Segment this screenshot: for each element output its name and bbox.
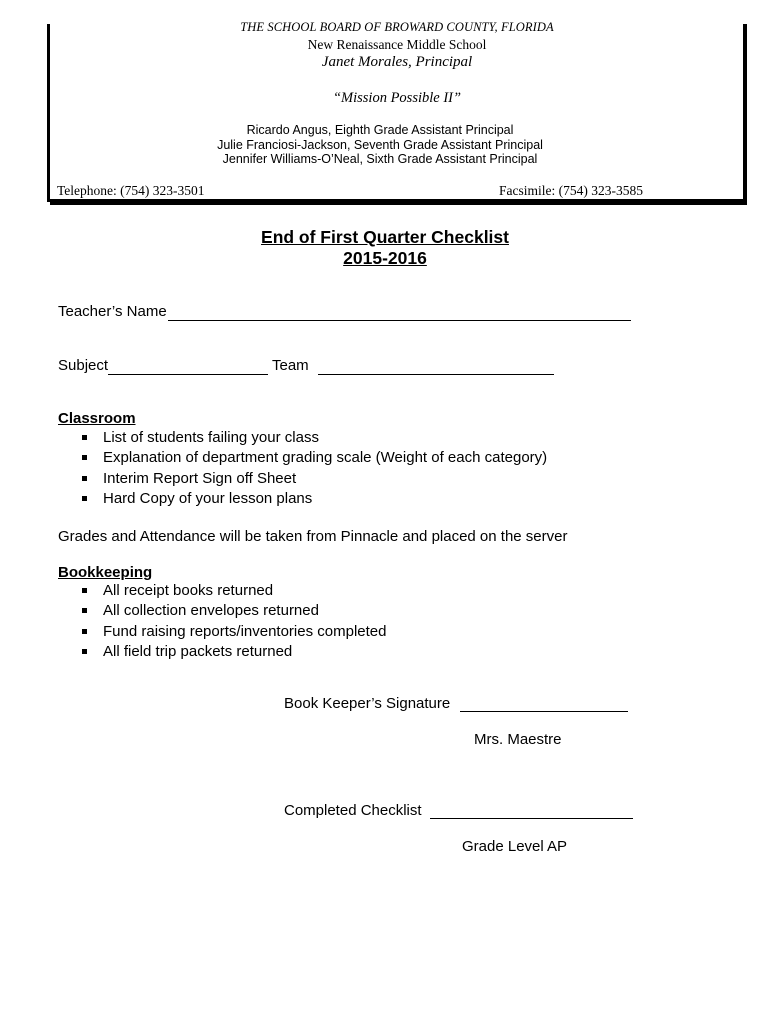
bookkeeper-signature-field[interactable]	[460, 711, 628, 712]
list-item-text: All collection envelopes returned	[103, 602, 319, 620]
letterhead	[47, 0, 747, 205]
bullet-icon	[82, 629, 87, 634]
school-year: 2015-2016	[343, 248, 427, 268]
subject-field[interactable]	[108, 374, 268, 375]
principal-name: Janet Morales, Principal	[321, 54, 473, 70]
grades-attendance-note: Grades and Attendance will be taken from Pinnacle and placed on the server	[58, 528, 568, 545]
teacher-name-field[interactable]	[168, 320, 631, 321]
document-title: End of First Quarter Checklist	[261, 227, 509, 247]
school-motto: “Mission Possible II”	[332, 90, 462, 106]
bullet-icon	[82, 588, 87, 593]
letterhead-bottom-shadow	[50, 202, 747, 205]
grade-level-ap: Grade Level AP	[462, 838, 568, 855]
list-item-text: Interim Report Sign off Sheet	[103, 469, 297, 487]
list-item-text: Fund raising reports/inventories completed	[103, 622, 387, 640]
subject-label: Subject	[58, 357, 109, 374]
completed-checklist-field[interactable]	[430, 818, 633, 819]
assistant-principal-seventh: Julie Franciosi-Jackson, Seventh Grade Assistant Principal	[217, 138, 543, 152]
bookkeeping-heading: Bookkeeping	[58, 564, 153, 581]
school-board-name: THE SCHOOL BOARD OF BROWARD COUNTY, FLORIDA	[240, 20, 554, 34]
list-item-text: Hard Copy of your lesson plans	[103, 490, 313, 508]
completed-checklist-label: Completed Checklist	[284, 802, 422, 819]
list-item-text: All receipt books returned	[103, 582, 274, 599]
bookkeeper-name: Mrs. Maestre	[474, 731, 562, 748]
bookkeeper-signature-label: Book Keeper’s Signature	[284, 695, 451, 712]
school-name: New Renaissance Middle School	[307, 37, 487, 52]
bullet-icon	[82, 496, 87, 501]
teacher-name-label: Teacher’s Name	[58, 303, 167, 320]
bullet-icon	[82, 608, 87, 613]
bullet-icon	[82, 435, 87, 440]
bullet-icon	[82, 476, 87, 481]
list-item-text: List of students failing your class	[103, 429, 319, 446]
bullet-icon	[82, 455, 87, 460]
assistant-principal-eighth: Ricardo Angus, Eighth Grade Assistant Principal	[246, 123, 514, 137]
list-item-text: Explanation of department grading scale (Weight of each category)	[103, 449, 548, 467]
team-label: Team	[272, 357, 309, 374]
classroom-heading: Classroom	[58, 410, 136, 427]
list-item-text: All field trip packets returned	[103, 643, 293, 661]
team-field[interactable]	[318, 374, 554, 375]
assistant-principal-sixth: Jennifer Williams-O’Neal, Sixth Grade Assistant Principal	[222, 152, 538, 166]
bullet-icon	[82, 649, 87, 654]
telephone-number: Telephone: (754) 323-3501	[57, 183, 205, 198]
facsimile-number: Facsimile: (754) 323-3585	[499, 183, 643, 198]
